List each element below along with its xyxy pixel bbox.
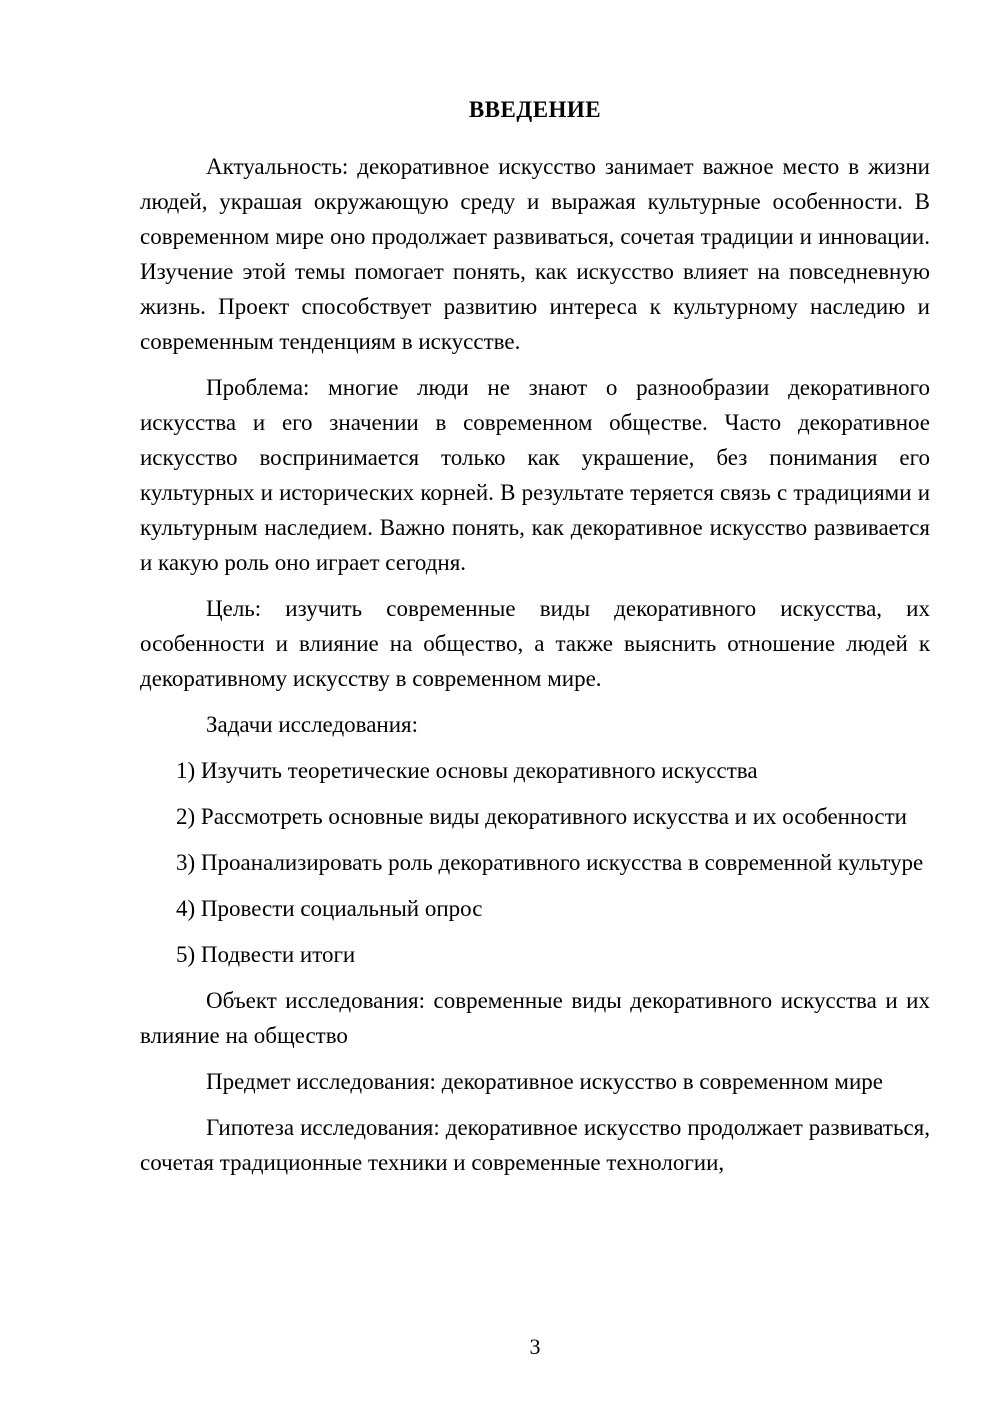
paragraph-hypothesis: Гипотеза исследования: декоративное искусство продолжает развиваться, сочетая традиционные техники и современные технологии, (140, 1115, 930, 1175)
task-item-4: 4) Провести социальный опрос (176, 896, 483, 921)
page-title: ВВЕДЕНИЕ (468, 97, 602, 122)
paragraph-object: Объект исследования: современные виды декоративного искусства и их влияние на общество (140, 988, 930, 1048)
task-item-1: 1) Изучить теоретические основы декоративного искусства (176, 758, 758, 783)
paragraph-relevance: Актуальность: декоративное искусство занимает важное место в жизни людей, украшая окружающую среду и выражая культурные особенности. В современном мире оно продолжает развиваться, сочетая традиции и инновации. Изучение этой темы помогает понять, как искусство влияет на повседневную жизнь. Проект способствует развитию интереса к культурному наследию и современным тенденциям в искусстве. (140, 154, 930, 354)
task-item-5: 5) Подвести итоги (176, 942, 356, 967)
task-item-3: 3) Проанализировать роль декоративного искусства в современной культуре (176, 850, 924, 875)
paragraph-goal: Цель: изучить современные виды декоративного искусства, их особенности и влияние на общество, а также выяснить отношение людей к декоративному искусству в современном мире. (140, 596, 930, 691)
paragraph-subject: Предмет исследования: декоративное искусство в современном мире (206, 1069, 883, 1094)
paragraph-problem: Проблема: многие люди не знают о разнообразии декоративного искусства и его значении в современном обществе. Часто декоративное искусство воспринимается только как украшение, без понимания его культурных и исторических корней. В результате теряется связь с традициями и культурным наследием. Важно понять, как декоративное искусство развивается и какую роль оно играет сегодня. (140, 375, 930, 575)
task-item-2: 2) Рассмотреть основные виды декоративного искусства и их особенности (176, 804, 907, 829)
tasks-label: Задачи исследования: (206, 712, 419, 737)
page-number: 3 (529, 1334, 541, 1359)
